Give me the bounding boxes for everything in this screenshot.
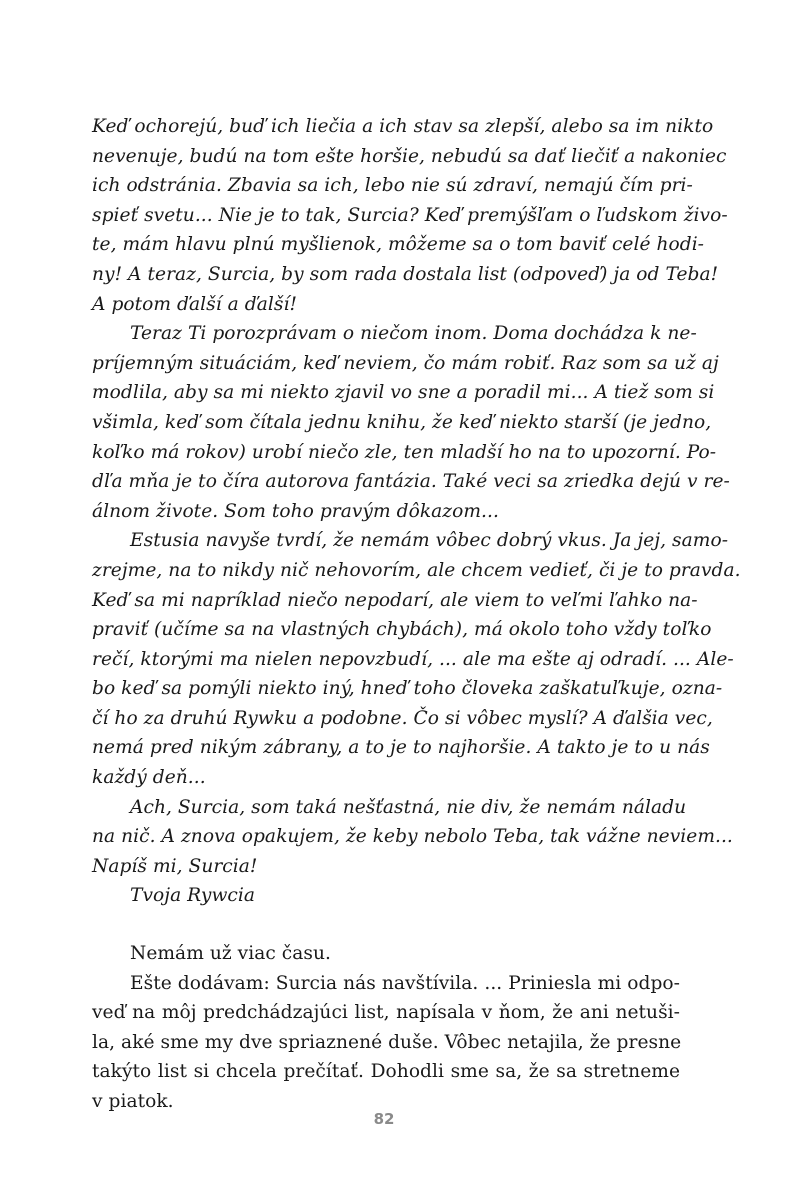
text-line: veď na môj predchádzajúci list, napísala v ňom, že ani netuši- [92,1002,680,1024]
text-line: nemá pred nikým zábrany, a to je to najhoršie. A takto je to u nás [92,737,710,759]
text-line: álnom živote. Som toho pravým dôkazom... [92,500,499,522]
diary-paragraph-2 [92,969,680,1117]
text-line: Estusia navyše tvrdí, že nemám vôbec dobrý vkus. Ja jej, samo- [130,530,729,552]
letter-section [92,112,741,911]
text-line: Keď sa mi napríklad niečo nepodarí, ale viem to veľmi ľahko na- [92,589,698,611]
text-line: rečí, ktorými ma nielen nepovzbudí, ... ale ma ešte aj odradí. ... Ale- [92,648,734,670]
letter-paragraph-3 [92,526,741,792]
text-line: ich odstránia. Zbavia sa ich, lebo nie sú zdraví, nemajú čím pri- [92,175,693,197]
letter-paragraph-2 [92,319,730,526]
text-line: Napíš mi, Surcia! [92,855,258,877]
letter-paragraph-4 [92,793,733,882]
text-line: te, mám hlavu plnú myšlienok, môžeme sa o tom baviť celé hodi- [92,234,705,256]
text-line: praviť (učíme sa na vlastných chybách), má okolo toho vždy toľko [92,619,712,641]
text-line: bo keď sa pomýli niekto iný, hneď toho človeka zaškatuľkuje, ozna- [92,678,723,700]
book-page-body [92,112,741,1117]
text-line: na nič. A znova opakujem, že keby nebolo Teba, tak vážne neviem... [92,826,733,848]
text-line: zrejme, na to nikdy nič nehovorím, ale chcem vedieť, či je to pravda. [92,559,741,581]
text-line: Ach, Surcia, som taká nešťastná, nie div, že nemám náladu [130,796,687,818]
text-line: takýto list si chcela prečítať. Dohodli sme sa, že sa stretneme [92,1061,680,1083]
text-line: dľa mňa je to čírа autorova fantázia. Také veci sa zriedka dejú v re- [92,471,730,493]
letter-signature: Tvoja Rywcia [130,885,255,907]
diary-paragraph-1 [92,939,680,969]
text-line: Teraz Ti porozprávam o niečom inom. Doma dochádza k ne- [130,323,697,345]
text-line: čí ho za druhú Rywku a podobne. Čo si vôbec myslí? A ďalšia vec, [92,707,713,729]
text-line: ny! A teraz, Surcia, by som rada dostala list (odpoveď) ja od Teba! [92,263,719,285]
text-line: A potom ďalší a ďalší! [92,293,297,315]
text-line: Keď ochorejú, buď ich liečia a ich stav sa zlepší, alebo sa im nikto [92,116,714,137]
text-line: príjemným situáciám, keď neviem, čo mám robiť. Raz som sa už aj [92,352,719,374]
page-number: 82 [373,1110,395,1128]
text-line: nevenuje, budú na tom ešte horšie, nebudú sa dať liečiť a nakoniec [92,145,727,167]
text-line: Ešte dodávam: Surcia nás navštívila. ... Priniesla mi odpo- [130,972,680,994]
text-line: modlila, aby sa mi niekto zjavil vo sne a poradil mi... A tiež som si [92,382,715,404]
text-line: la, aké sme my dve spriaznené duše. Vôbec netajila, že presne [92,1031,682,1053]
text-line: v piatok. [92,1091,174,1112]
text-line: každý deň... [92,767,206,789]
letter-paragraph-1 [92,112,728,319]
text-line: všimla, keď som čítala jednu knihu, že keď niekto starší (je jedno, [92,411,712,433]
text-line: Nemám už viac času. [130,943,331,965]
text-line: spieť svetu... Nie je to tak, Surcia? Keď premýšľam o ľudskom živo- [92,204,728,226]
text-line: koľko má rokov) urobí niečo zle, ten mladší ho na to upozorní. Po- [92,441,717,463]
diary-section [92,939,680,1117]
section-spacer [92,911,680,939]
